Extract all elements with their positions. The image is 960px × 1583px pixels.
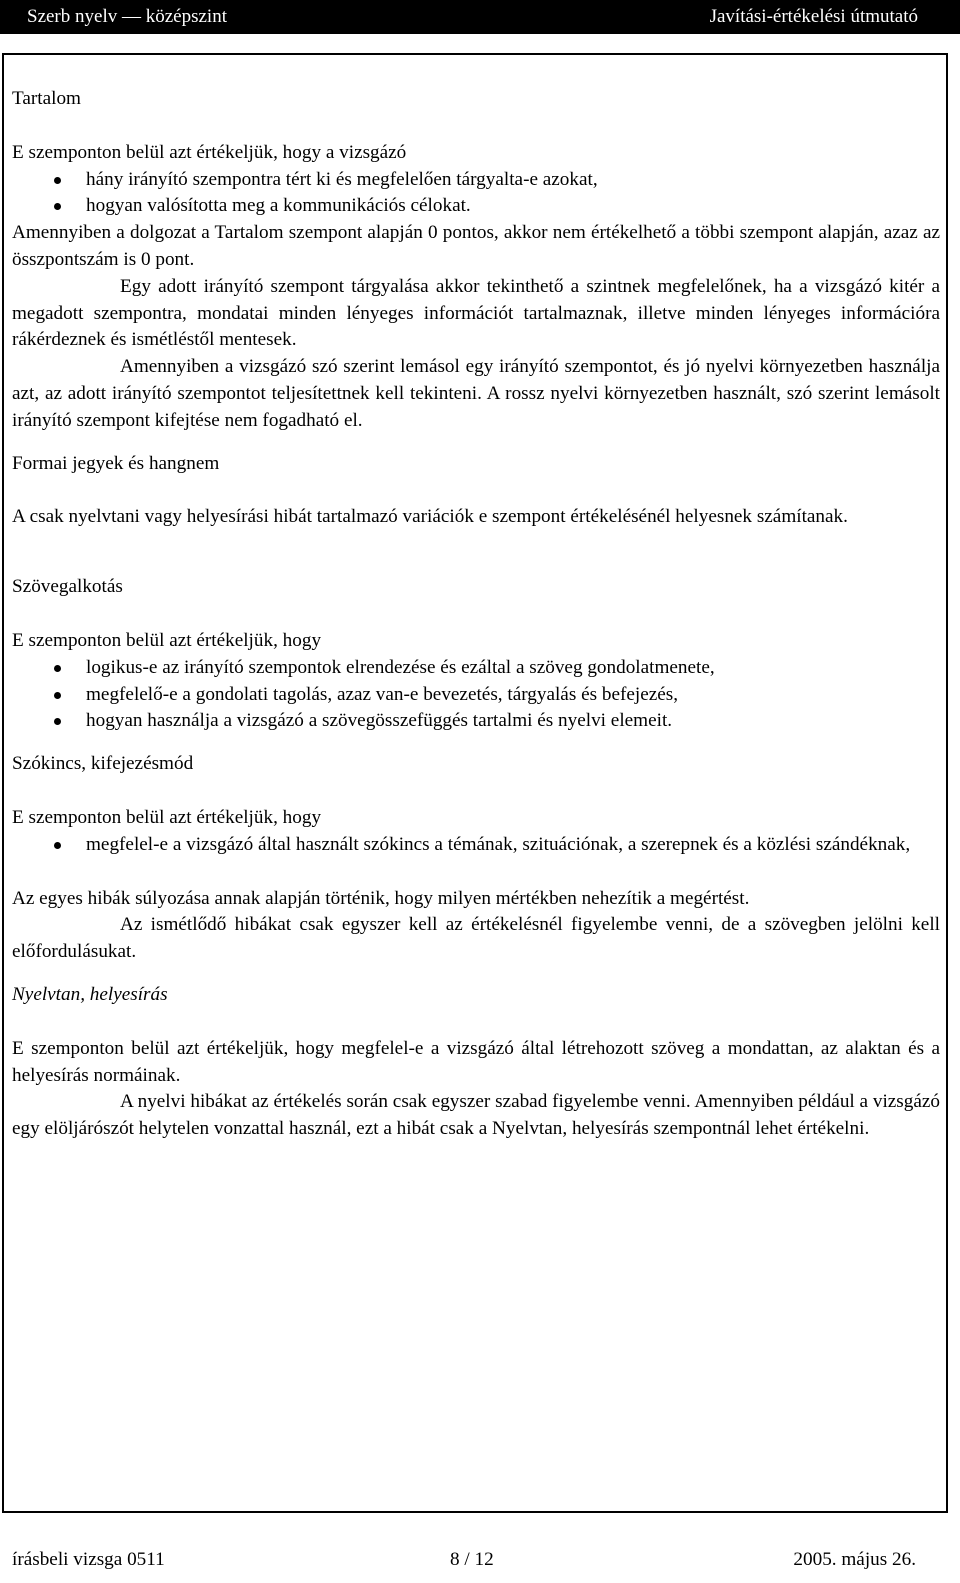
document-body [12, 86, 940, 1143]
tartalom-bullet-list [12, 167, 940, 221]
szokincs-intro: E szemponton belül azt értékeljük, hogy [12, 806, 322, 828]
tartalom-intro: E szemponton belül azt értékeljük, hogy a vizsgázó [12, 141, 407, 163]
section-title-tartalom: Tartalom [12, 88, 81, 109]
section-title-szovegalkotas: Szövegalkotás [12, 576, 123, 598]
nyelvtan-paragraph-1: E szemponton belül azt értékeljük, hogy megfelel-e a vizsgázó által létrehozott szöveg a mondattan, az alaktan és a helyesírás normáinak. [12, 1037, 940, 1086]
list-item: hogyan használja a vizsgázó a szövegösszefüggés tartalmi és nyelvi elemeit. [12, 708, 940, 735]
nyelvtan-paragraph-2: A nyelvi hibákat az értékelés során csak egyszer szabad figyelembe venni. Amennyiben például a vizsgázó egy elöljárószót helytelen vonzattal használ, ezt a hibát csak a Nyelvtan, helyesírás szempontnál lehet értékelni. [12, 1091, 940, 1140]
bullet-icon [54, 177, 61, 184]
szovegalkotas-intro: E szemponton belül azt értékeljük, hogy [12, 629, 322, 651]
section-title-nyelvtan: Nyelvtan, helyesírás [12, 983, 168, 1005]
bullet-icon [54, 842, 61, 849]
bullet-icon [54, 203, 61, 210]
szokincs-paragraph-2: Az ismétlődő hibákat csak egyszer kell az értékelésnél figyelembe venni, de a szövegben jelölni kell előfordulásukat. [12, 914, 940, 963]
bullet-icon [54, 692, 61, 699]
bullet-icon [54, 665, 61, 672]
page-header [0, 0, 960, 34]
formai-paragraph: A csak nyelvtani vagy helyesírási hibát tartalmazó variációk e szempont értékelésénél helyesnek számítanak. [12, 506, 848, 528]
szokincs-paragraph-1: Az egyes hibák súlyozása annak alapján történik, hogy milyen mértékben nehezítik a megértést. [12, 887, 750, 909]
szovegalkotas-bullet-list [12, 655, 940, 735]
list-item: hogyan valósította meg a kommunikációs célokat. [12, 193, 940, 220]
szokincs-bullet-list [12, 832, 940, 859]
tartalom-paragraph-3: Amennyiben a vizsgázó szó szerint lemásol egy irányító szempontot, és jó nyelvi környezetben használja azt, az adott irányító szempontot teljesítettnek kell tekinteni. A rossz nyelvi környezetben használt, szó szerint lemásolt irányító szempont kifejtése nem fogadható el. [12, 356, 940, 431]
header-document-type: Javítási-értékelési útmutató [709, 6, 918, 27]
list-item: hány irányító szempontra tért ki és megfelelően tárgyalta-e azokat, [12, 167, 940, 194]
page-footer [0, 1545, 960, 1575]
footer-exam-code: írásbeli vizsga 0511 [12, 1549, 165, 1570]
header-subject: Szerb nyelv — középszint [27, 6, 227, 27]
list-item: megfelelő-e a gondolati tagolás, azaz van-e bevezetés, tárgyalás és befejezés, [12, 682, 940, 709]
list-item: megfelel-e a vizsgázó által használt szókincs a témának, szituációnak, a szerepnek és a közlési szándéknak, [12, 832, 940, 859]
tartalom-paragraph-2: Egy adott irányító szempont tárgyalása akkor tekinthető a szintnek megfelelőnek, ha a vizsgázó kitér a megadott szempontra, mondatai minden lényeges információt tartalmaznak, illetve minden lényeges információra rákérdeznek és ismétléstől mentesek. [12, 275, 940, 351]
bullet-icon [54, 718, 61, 725]
footer-page-number: 8 / 12 [450, 1549, 494, 1570]
section-title-formai: Formai jegyek és hangnem [12, 452, 220, 474]
footer-date: 2005. május 26. [793, 1549, 916, 1570]
tartalom-paragraph-1: Amennyiben a dolgozat a Tartalom szempont alapján 0 pontos, akkor nem értékelhető a többi szempont alapján, azaz az összpontszám is 0 pont. [12, 222, 940, 270]
list-item: logikus-e az irányító szempontok elrendezése és ezáltal a szöveg gondolatmenete, [12, 655, 940, 682]
section-title-szokincs: Szókincs, kifejezésmód [12, 753, 194, 775]
